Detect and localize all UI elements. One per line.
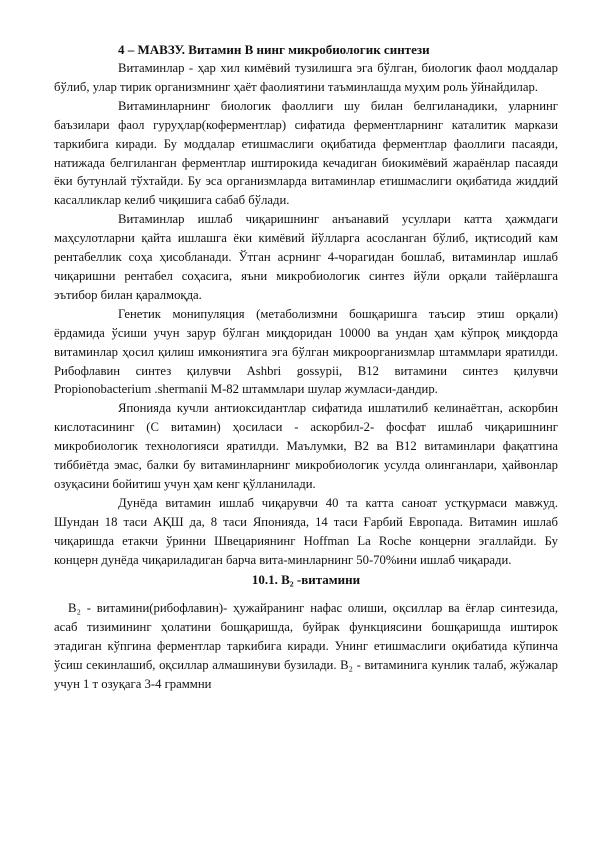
paragraph-world-production: Дунёда витамин ишлаб чиқарувчи 40 та катта саноат устқурмаси мавжуд. Шундан 18 таси АҚШ да, 8 таси Японияда, 14 таси Ғарбий Европада. Витамин ишлаб чиқаришда етакчи ўринни Швецариянинг Hoffman La Roche концерни эгаллайди. Бу концерн дунёда чиқариладиган барча вита-минларнинг 50-70%ини ишлаб чиқаради.: [54, 495, 558, 567]
paragraph-japan-ascorbic: Японияда кучли антиоксидантлар сифатида ишлатилиб келинаётган, аскорбин кислотасининг (С витамин) ҳосиласи - аскорбил-2- фосфат ишлаб чиқаришнинг микробиологик технологияси яратилди. Маълумки, В2 ва В12 витаминлари фақатгина тиббиётда эмас, балки бу витаминларнинг микробиологик усулда олинганлари, ҳайвонлар озуқасини бойитиш учун ҳам кенг қўлланилади.: [54, 401, 558, 491]
paragraph-genetic-manipulation: Генетик монипуляция (метаболизмни бошқаришга таъсир этиш орқали) ёрдамида ўсиши учун зарур бўлган миқдоридан 10000 ва ундан ҳам кўпроқ миқдорда витаминлар ҳосил қилиш имкониятига эга бўлган микроорганизмлар штаммлари яратилди. Рибофлавин синтез қилувчи Ashbri gossypii, B12 витамини синтез қилувчи Propionobacterium .shermanii M-82 штаммлари шулар жумласи-дандир.: [54, 306, 558, 397]
paragraph-b2-vitamin: В₂ - витамини(рибофлавин)- ҳужайранинг нафас олиши, оқсиллар ва ёғлар синтезида, асаб тизимининг ҳолатини бошқаришда, буйрак функциясини бошқаришда иштирок этадиган кўпгина ферментлар таркибига киради. Унинг етишмаслиги оқибатида кўпинча ўсиш секинлашиб, оқсиллар алмашинуви бузилади. В₂ - витаминига кунлик талаб, жўжалар учун 1 т озуқага 3-4 граммни: [54, 601, 558, 692]
paragraph-production-methods: Витаминлар ишлаб чиқаришнинг анъанавий усуллари катта ҳажмдаги маҳсулотларни қайта ишлашга ёки кимёвий йўлларга асосланган бўлиб, иқтисодий кам рентабеллик соҳа ҳисобланади. Ўтган асрнинг 4-чорагидан бошлаб, витаминлар ишлаб чиқаришни рентабел соҳасига, яъни микробиологик синтез йўли орқали тайёрлашга эътибор билан қаралмоқда.: [54, 212, 558, 302]
paragraph-biological-activity: Витаминларнинг биологик фаоллиги шу билан белгиланадики, уларнинг баъзилари фаол гуруҳлар(коферментлар) сифатида ферментларнинг каталитик маркази таркибига киради. Бу моддалар етишмаслиги оқибатида ферментлар фаоллиги пасаяди, натижада белгиланган ферментлар иштирокида кечадиган биокимёвий жараёнлар пасаяди ёки бутунлай тўхтайди. Бу эса организмларда витаминлар етишмаслиги оқибатида жиддий касалликлар келиб чиқишига сабаб бўлади.: [54, 98, 558, 208]
section-heading: 10.1. В₂ -витамини: [251, 572, 361, 588]
paragraph-vitamins-definition: Витаминлар - ҳар хил кимёвий тузилишга эга бўлган, биологик фаол моддалар бўлиб, улар тирик организмнинг ҳаёт фаолиятини таъминлашда муҳим роль ўйнайдилар.: [54, 61, 558, 94]
page-title: 4 – МАВЗУ. Витамин В нинг микробиологик синтези: [118, 42, 430, 57]
document-body: [54, 41, 558, 694]
